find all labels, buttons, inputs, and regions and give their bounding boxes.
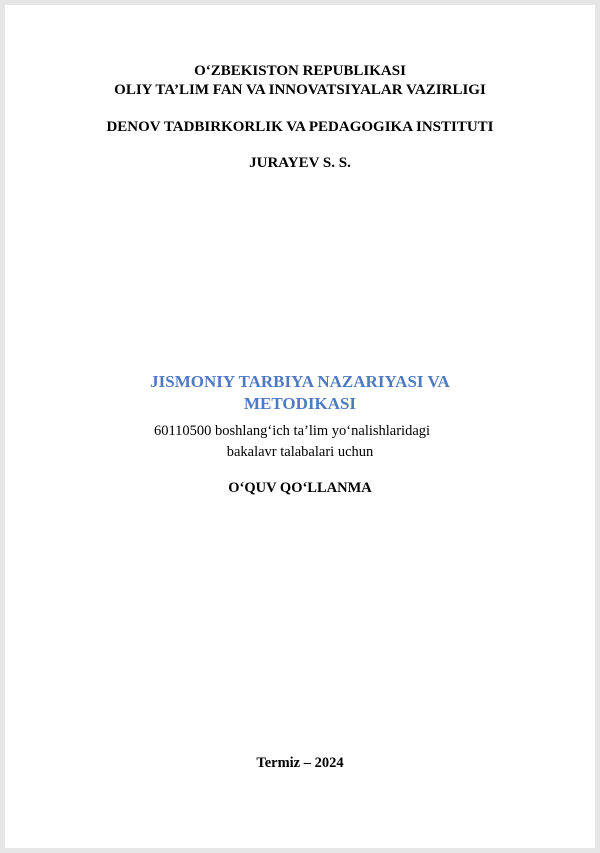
author-name: JURAYEV S. S. xyxy=(249,155,351,171)
audience-line-1: 60110500 boshlang‘ich ta’lim yo‘nalishlaridagi xyxy=(153,423,431,439)
book-title-line-2: METODIKASI xyxy=(243,394,357,413)
ministry-heading: OLIY TA’LIM FAN VA INNOVATSIYALAR VAZIRLIGI xyxy=(114,82,486,98)
country-heading: O‘ZBEKISTON REPUBLIKASI xyxy=(194,63,406,79)
book-title-line-1: JISMONIY TARBIYA NAZARIYASI VA xyxy=(150,372,450,391)
document-page xyxy=(5,5,595,848)
place-and-year: Termiz – 2024 xyxy=(256,755,344,771)
institute-heading: DENOV TADBIRKORLIK VA PEDAGOGIKA INSTITUTI xyxy=(106,119,494,135)
document-type: O‘QUV QO‘LLANMA xyxy=(228,480,372,496)
audience-line-2: bakalavr talabalari uchun xyxy=(226,444,374,460)
